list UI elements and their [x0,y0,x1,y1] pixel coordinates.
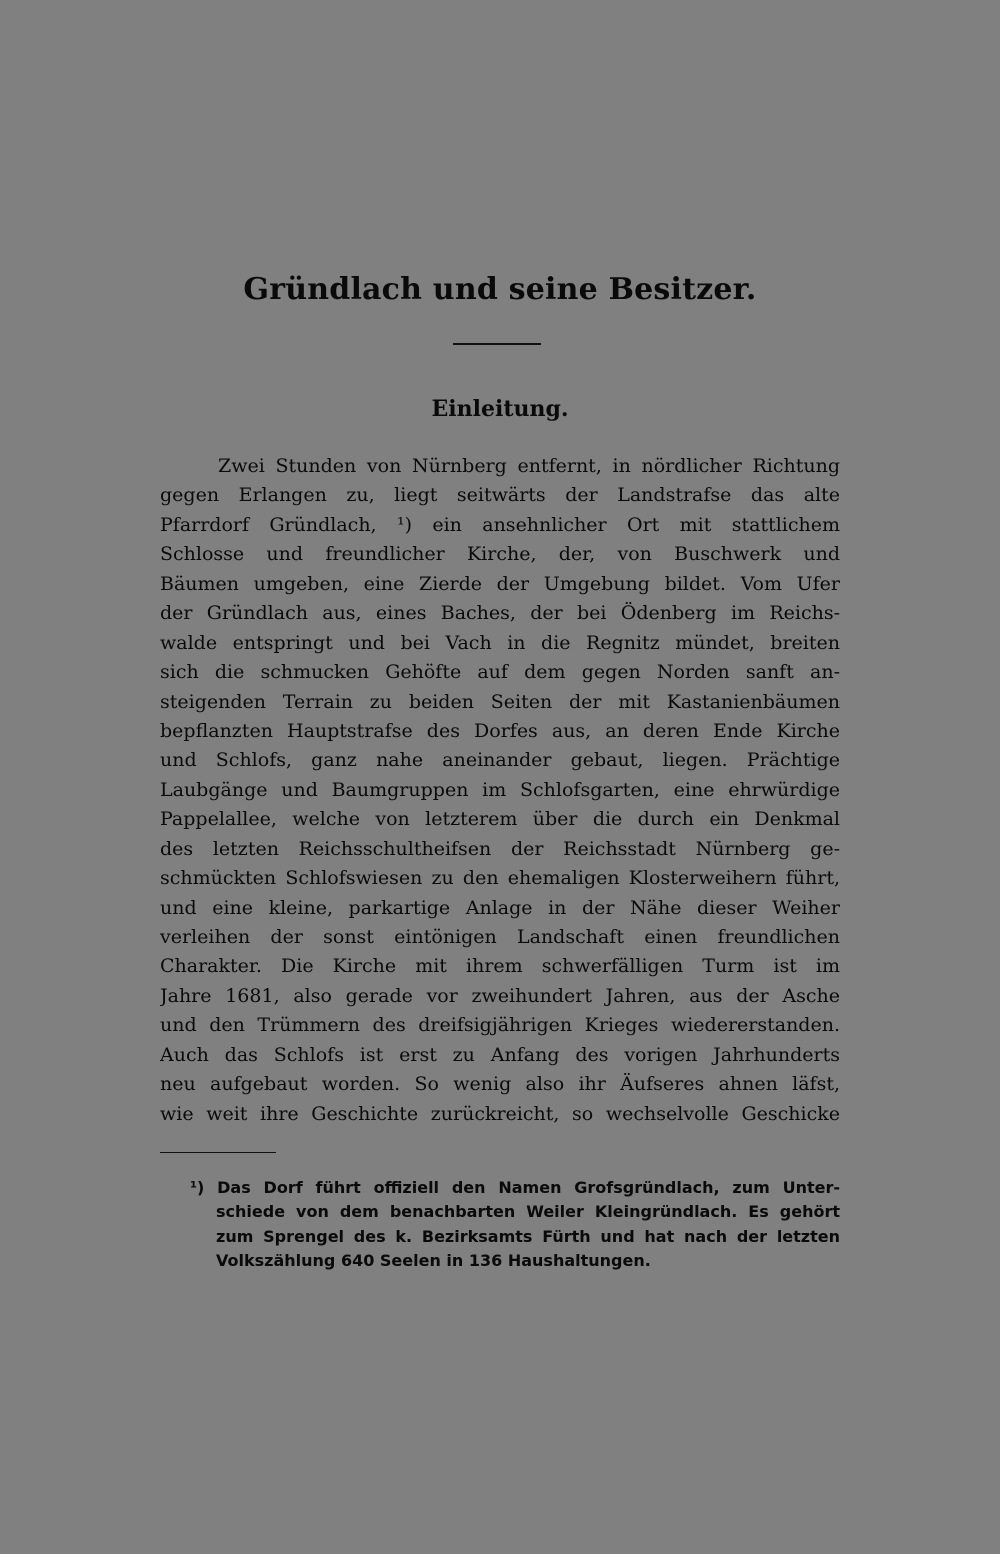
body-line: Jahre 1681, also gerade vor zweihundert Jahren, aus der Asche [160,984,840,1007]
body-line: sich die schmucken Gehöfte auf dem gegen Norden sanft an- [160,661,840,684]
body-line: Bäumen umgeben, eine Zierde der Umgebung bildet. Vom Ufer [160,572,840,595]
body-line: Pfarrdorf Gründlach, ¹) ein ansehnlicher Ort mit stattlichem [160,513,840,536]
body-line: Auch das Schlofs ist erst zu Anfang des vorigen Jahrhunderts [160,1043,840,1066]
body-line: und Schlofs, ganz nahe aneinander gebaut, liegen. Prächtige [160,749,840,772]
page-title: Gründlach und seine Besitzer. [243,272,757,307]
footnote-line: schiede von dem benachbarten Weiler Kleingründlach. Es gehört [216,1202,840,1222]
body-line: und den Trümmern des dreifsigjährigen Krieges wiedererstanden. [160,1014,840,1037]
body-line: der Gründlach aus, eines Baches, der bei Ödenberg im Reichs- [160,602,840,625]
body-line: Laubgänge und Baumgruppen im Schlofsgarten, eine ehrwürdige [160,778,840,801]
body-line: Zwei Stunden von Nürnberg entfernt, in nördlicher Richtung [218,455,840,477]
body-line: gegen Erlangen zu, liegt seitwärts der Landstrafse das alte [160,484,840,507]
footnote [160,1176,840,1273]
body-line: steigenden Terrain zu beiden Seiten der mit Kastanienbäumen [160,690,840,713]
section-heading: Einleitung. [431,396,569,422]
body-text [160,452,840,1129]
body-line: Pappelallee, welche von letzterem über die durch ein Denkmal [160,808,840,831]
footnote-line: zum Sprengel des k. Bezirksamts Fürth und hat nach der letzten [216,1226,840,1246]
body-line: walde entspringt und bei Vach in die Regnitz mündet, breiten [160,631,840,654]
body-line: bepflanzten Hauptstrafse des Dorfes aus, an deren Ende Kirche [160,719,840,742]
body-line: schmückten Schlofswiesen zu den ehemaligen Klosterweihern führt, [160,867,840,890]
body-line: des letzten Reichsschultheifsen der Reichsstadt Nürnberg ge- [160,837,840,860]
body-line: und eine kleine, parkartige Anlage in der Nähe dieser Weiher [160,896,840,919]
title-divider [453,343,541,345]
body-line: verleihen der sonst eintönigen Landschaft einen freundlichen [160,926,840,948]
footnote-line: Volkszählung 640 Seelen in 136 Haushaltungen. [216,1250,651,1270]
body-line: Schlosse und freundlicher Kirche, der, von Buschwerk und [160,543,840,566]
body-line: neu aufgebaut worden. So wenig also ihr Äufseres ahnen läfst, [160,1073,840,1096]
footnote-line: ¹) Das Dorf führt offiziell den Namen Grofsgründlach, zum Unter- [190,1178,840,1197]
body-line: Charakter. Die Kirche mit ihrem schwerfälligen Turm ist im [160,955,840,978]
body-line: wie weit ihre Geschichte zurückreicht, so wechselvolle Geschicke [160,1102,840,1125]
footnote-divider [160,1152,276,1153]
